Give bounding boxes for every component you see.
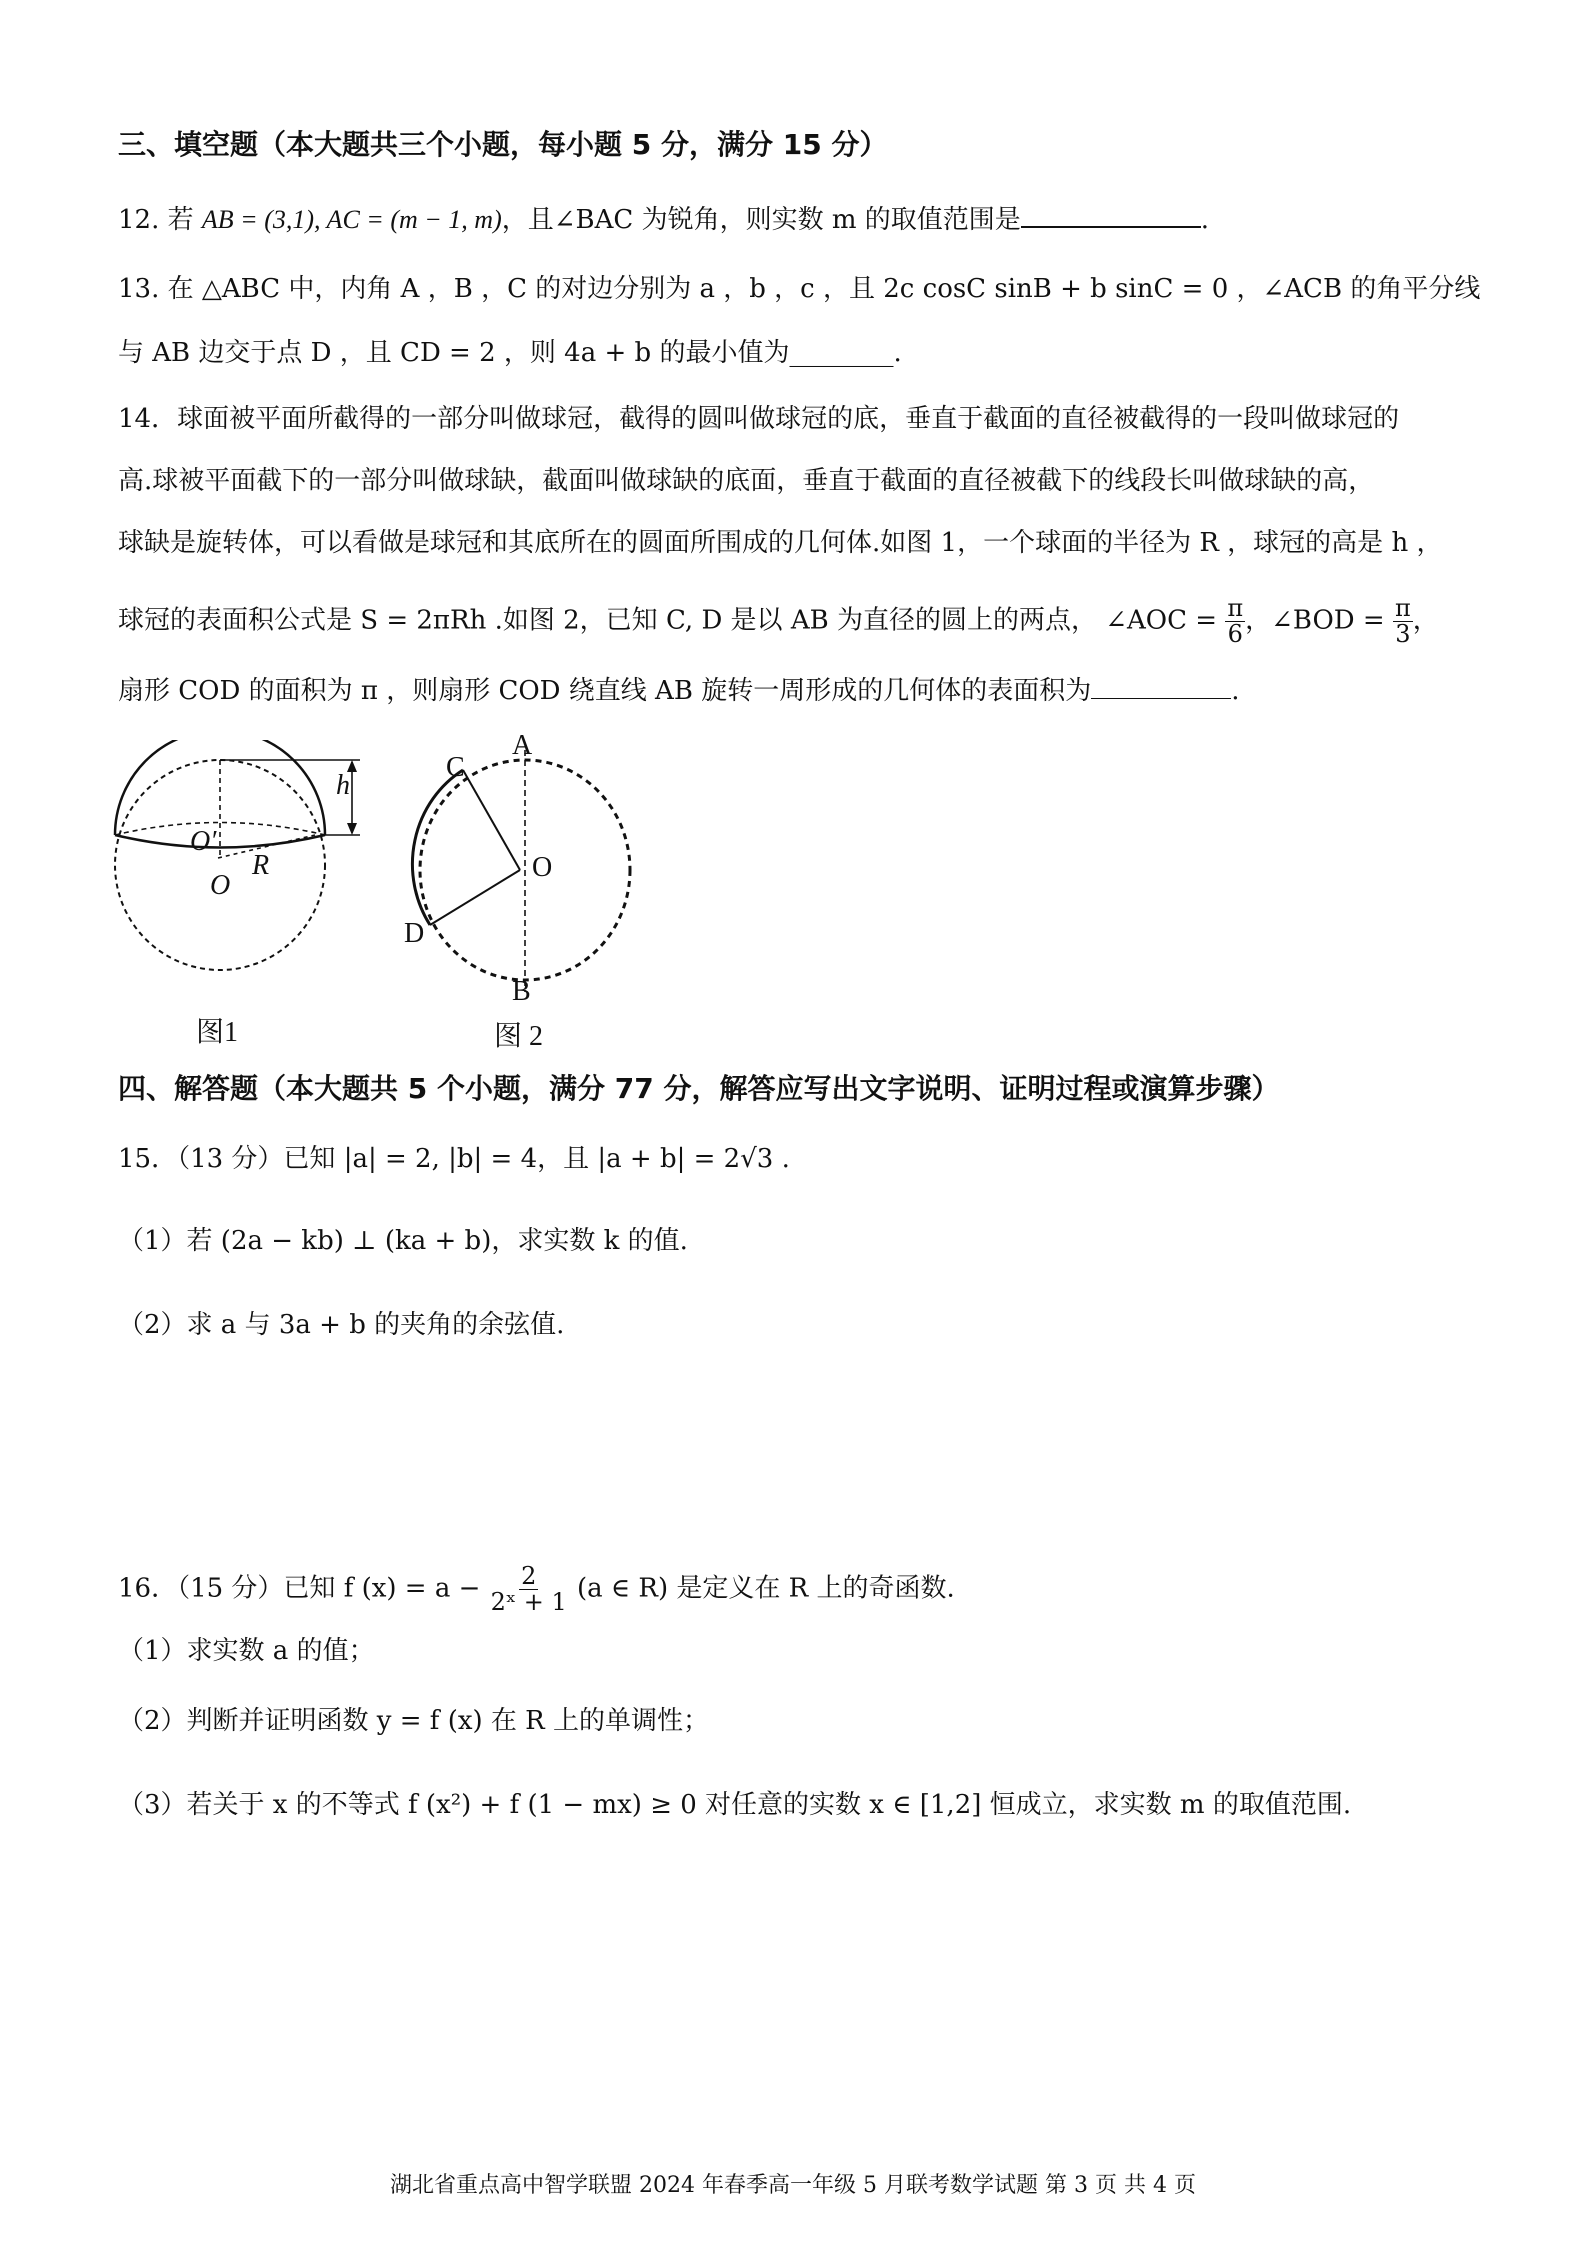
question-14-line-4 xyxy=(118,596,1439,647)
fig1-label-o-prime: O′ xyxy=(190,826,217,857)
fig2-label-o: O xyxy=(532,852,553,883)
fig1-label-o: O xyxy=(210,870,231,901)
fig1-caption: 图1 xyxy=(196,1017,239,1048)
section-answer-heading: 四、解答题（本大题共 5 个小题，满分 77 分，解答应写出文字说明、证明过程或演算步骤） xyxy=(118,1072,1280,1105)
q12-vector-condition: AB = (3,1), AC = (m − 1, m) xyxy=(201,205,502,234)
fig1-height-arrow-down xyxy=(347,823,357,835)
fig2-radius-oc xyxy=(463,770,520,870)
question-14-line-2: 高.球被平面截下的一部分叫做球缺，截面叫做球缺的底面，垂直于截面的直径被截下的线段长叫做球缺的高， xyxy=(118,466,1375,496)
q14-frac1-denominator: 6 xyxy=(1227,620,1243,649)
question-15-stem: 15．（13 分）已知 |a| = 2, |b| = 4，且 |a + b| = 2√3 . xyxy=(118,1144,790,1174)
q14-fraction-pi-3 xyxy=(1393,596,1413,647)
q16-stem-text-a: 16．（15 分）已知 f (x) = a − xyxy=(118,1573,481,1604)
q12-text-2: ，且∠BAC 为锐角，则实数 m 的取值范围是 xyxy=(501,205,1021,235)
figure-2-circle-sector xyxy=(390,730,670,1000)
q14-frac1-numerator: π xyxy=(1227,594,1244,622)
q16-fraction xyxy=(489,1564,569,1615)
question-13-line-2: 与 AB 边交于点 D ，且 CD = 2 ，则 4a + b 的最小值为________. xyxy=(118,338,902,368)
fig2-label-a: A xyxy=(512,730,533,761)
question-13-line-1: 13. 在 △ABC 中，内角 A ，B ，C 的对边分别为 a ，b ，c ，且 2c cosC sinB + b sinC = 0 ，∠ACB 的角平分线 xyxy=(118,274,1481,304)
q14-comma: ， xyxy=(1412,605,1439,636)
q14-fraction-pi-6 xyxy=(1225,596,1245,647)
fig2-caption: 图 2 xyxy=(494,1021,544,1052)
q14-frac2-denominator: 3 xyxy=(1395,620,1411,649)
fig2-arc-cd xyxy=(412,770,463,925)
fig2-label-b: B xyxy=(512,976,531,1007)
q16-frac-denominator: 2ˣ + 1 xyxy=(490,1588,567,1617)
section-fill-in-heading: 三、填空题（本大题共三个小题，每小题 5 分，满分 15 分） xyxy=(118,128,888,161)
q14-angle-bod-label: ，∠BOD = xyxy=(1245,605,1385,636)
question-14-line-1: 14．球面被平面所截得的一部分叫做球冠，截得的圆叫做球冠的底，垂直于截面的直径被截得的一段叫做球冠的 xyxy=(118,404,1400,434)
fig2-radius-od xyxy=(430,870,520,925)
q14-final-text: 扇形 COD 的面积为 π ，则扇形 COD 绕直线 AB 旋转一周形成的几何体的表面积为 xyxy=(118,676,1092,706)
q14-answer-blank[interactable] xyxy=(1091,698,1231,699)
question-12: 12. 若 AB = (3,1), AC = (m − 1, m)，且∠BAC 为锐角，则实数 m 的取值范围是 . xyxy=(118,205,1210,235)
fig1-label-h: h xyxy=(336,770,350,801)
question-16-part-3: （3）若关于 x 的不等式 f (x²) + f (1 − mx) ≥ 0 对任意的实数 x ∈ [1,2] 恒成立，求实数 m 的取值范围. xyxy=(118,1790,1352,1820)
question-14-line-5: 扇形 COD 的面积为 π ，则扇形 COD 绕直线 AB 旋转一周形成的几何体的表面积为 . xyxy=(118,676,1240,706)
question-16-stem xyxy=(118,1564,955,1615)
fig1-label-r: R xyxy=(252,850,270,881)
page-footer: 湖北省重点高中智学联盟 2024 年春季高一年级 5 月联考数学试题 第 3 页 共 4 页 xyxy=(390,2173,1196,2198)
question-15-part-1: （1）若 (2a − kb) ⊥ (ka + b)，求实数 k 的值. xyxy=(118,1226,688,1256)
question-14-line-3: 球缺是旋转体，可以看做是球冠和其底所在的圆面所围成的几何体.如图 1，一个球面的半径为 R ，球冠的高是 h ， xyxy=(118,528,1443,558)
question-16-part-2: （2）判断并证明函数 y = f (x) 在 R 上的单调性； xyxy=(118,1706,710,1736)
question-15-part-2: （2）求 a 与 3a + b 的夹角的余弦值. xyxy=(118,1310,565,1340)
q14-frac2-numerator: π xyxy=(1394,594,1411,622)
q14-angle-aoc-label: ∠AOC = xyxy=(1105,605,1218,636)
q12-answer-blank[interactable] xyxy=(1021,226,1201,228)
q16-frac-numerator: 2 xyxy=(521,1562,537,1590)
q14-surface-area-text: 球冠的表面积公式是 S = 2πRh .如图 2，已知 C, D 是以 AB 为直径的圆上的两点， xyxy=(118,605,1097,636)
question-16-part-1: （1）求实数 a 的值； xyxy=(118,1636,375,1666)
q12-text-1: 若 xyxy=(167,205,194,235)
q12-number: 12. xyxy=(118,205,160,235)
q16-stem-text-b: (a ∈ R) 是定义在 R 上的奇函数. xyxy=(577,1573,955,1604)
fig2-label-d: D xyxy=(404,918,425,949)
fig2-label-c: C xyxy=(446,752,465,783)
